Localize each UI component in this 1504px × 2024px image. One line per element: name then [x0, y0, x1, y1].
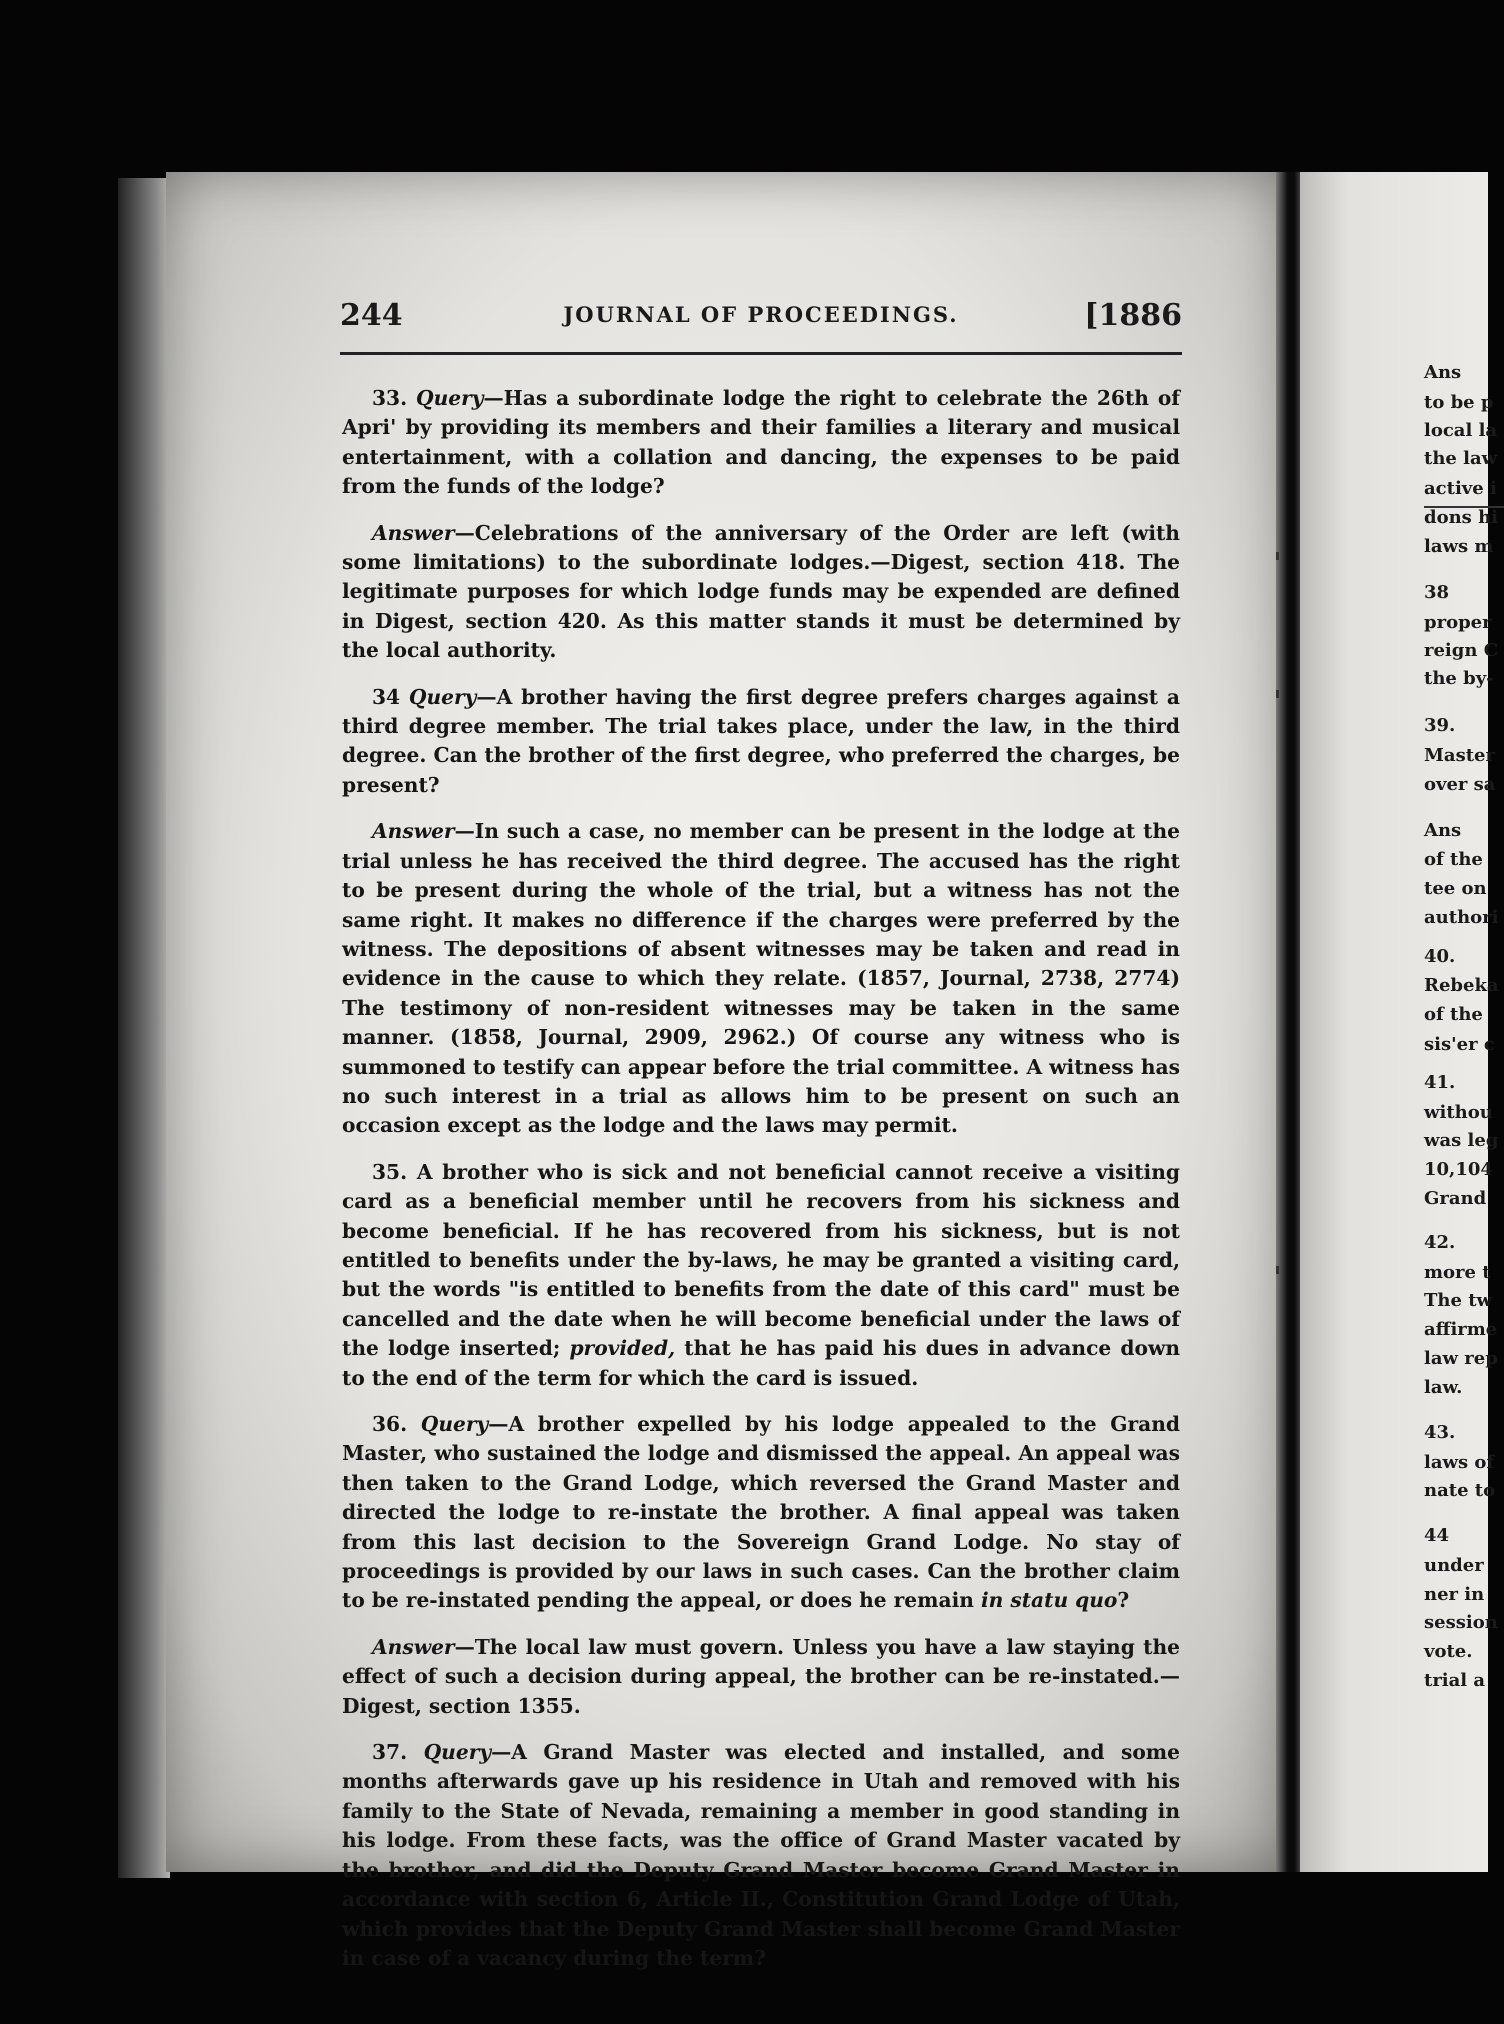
adjacent-page-text: 10,104 [1424, 1159, 1493, 1180]
adjacent-page-text: of the [1424, 849, 1483, 870]
adjacent-page-text: more t [1424, 1262, 1491, 1283]
adjacent-page-text: proper [1424, 612, 1492, 633]
adjacent-page-text: Ans [1424, 362, 1462, 383]
adjacent-page-text: Grand [1424, 1188, 1487, 1209]
query-label: Query [416, 386, 484, 410]
paragraph-33-query [342, 384, 1180, 502]
paragraph-34-query [342, 683, 1180, 801]
adjacent-page-text: nate to [1424, 1480, 1496, 1501]
page-header [340, 298, 1182, 348]
header-rule [340, 352, 1182, 355]
adjacent-page-text: 39. [1424, 715, 1456, 736]
paragraph-text: A brother who is sick and not beneficial cannot receive a visiting card as a beneficial member until he recovers from his sickness and become beneficial. If he has recovered from his sickness, but is not entitled to benefits under the by-laws, he may be granted a visiting card, but the words "is entitled to benefits from the date of this card" must be cancelled and the date when he will become beneficial under the laws of the lodge inserted; [342, 1159, 1180, 1361]
adjacent-page-text: ner in [1424, 1584, 1485, 1605]
adjacent-page-text: 41. [1424, 1072, 1456, 1093]
item-number: 36. [372, 1412, 408, 1436]
answer-label: Answer [372, 520, 455, 545]
answer-label: Answer [372, 819, 455, 844]
book-edge [118, 178, 170, 1878]
item-number: 33. [372, 386, 408, 410]
adjacent-page-text: of the [1424, 1004, 1483, 1025]
item-number: 35. [372, 1159, 408, 1184]
paragraph-text: ? [1117, 1588, 1130, 1613]
adjacent-page-text: 42. [1424, 1232, 1456, 1253]
adjacent-page-text: 40. [1424, 946, 1456, 967]
paragraph-36-answer [342, 1633, 1180, 1721]
adjacent-page-text: sis'er c [1424, 1034, 1495, 1055]
adjacent-page-text: dons hi [1424, 507, 1499, 528]
paragraph-35 [342, 1158, 1180, 1393]
adjacent-page-text: tee on [1424, 878, 1487, 899]
adjacent-page-text: law. [1424, 1377, 1463, 1398]
paragraph-text: that he has paid his dues in advance down to the end of the term for which the card is issued. [342, 1336, 1181, 1390]
paragraph-34-answer [342, 817, 1180, 1140]
adjacent-page-text: 44 [1424, 1525, 1450, 1546]
adjacent-page-text: laws m [1424, 536, 1494, 557]
adjacent-page-text: law rep [1424, 1348, 1498, 1369]
adjacent-page-text: under [1424, 1555, 1484, 1576]
adjacent-page-text: 43. [1424, 1422, 1456, 1443]
adjacent-page-text: authori [1424, 907, 1499, 928]
adjacent-page-text: withou [1424, 1102, 1493, 1123]
paragraph-text: —Has a subordinate lodge the right to celebrate the 26th of Apri' by providing its members and their families a literary and musical entertainment, with a collation and dancing, the expenses to be paid from the funds of the lodge? [342, 386, 1180, 499]
header-year: [1886 [1084, 298, 1182, 333]
adjacent-page-text: Rebeka [1424, 975, 1499, 996]
paragraph-37-query [342, 1738, 1180, 1973]
adjacent-page-text: active i [1424, 478, 1497, 499]
query-label: Query [423, 1740, 492, 1765]
gutter-mark [1276, 690, 1279, 698]
page-body [342, 384, 1180, 1990]
adjacent-page-text: over sa [1424, 774, 1496, 795]
answer-label: Answer [372, 1634, 455, 1659]
gutter-mark [1276, 1266, 1279, 1274]
paragraph-text: —A brother expelled by his lodge appealed to the Grand Master, who sustained the lodge and dismissed the appeal. An appeal was then taken to the Grand Lodge, which reversed the Grand Master and directed the lodge to re-instate the brother. A final appeal was taken from this last decision to the Sovereign Grand Lodge. No stay of proceedings is provided by our laws in such cases. Can the brother claim to be re-instated pending the appeal, or does he remain [342, 1412, 1180, 1613]
adjacent-page-text: to be p [1424, 392, 1494, 413]
page-gutter [1276, 172, 1302, 1872]
query-label: Query [420, 1412, 489, 1436]
adjacent-page-text: was leg [1424, 1130, 1499, 1151]
italic-term: provided, [569, 1336, 676, 1361]
adjacent-page-text: reign C [1424, 640, 1499, 661]
adjacent-page-text: Ans [1424, 820, 1462, 841]
adjacent-page-text: The tw [1424, 1290, 1493, 1311]
adjacent-page [1300, 172, 1499, 1872]
adjacent-page-text: affirme [1424, 1319, 1498, 1340]
gutter-mark [1276, 552, 1279, 560]
item-number: 34 [372, 684, 401, 709]
running-title: JOURNAL OF PROCEEDINGS. [563, 302, 959, 327]
paragraph-text: —A Grand Master was elected and installed, and some months afterwards gave up his residence in Utah and removed with his family to the State of Nevada, remaining a member in good standing in his lodge. From these facts, was the office of Grand Master vacated by the brother, and did the Deputy Grand Master become Grand Master in accordance with section 6, Article II., Constitution Grand Lodge of Utah, which provides that the Deputy Grand Master shall become Grand Master in case of a vacancy during the term? [342, 1740, 1180, 1970]
italic-term: in statu quo [980, 1588, 1118, 1613]
adjacent-page-text: the law [1424, 448, 1498, 469]
paragraph-text: —A brother having the first degree prefers charges against a third degree member. The trial takes place, under the law, in the third degree. Can the brother of the first degree, who preferred the charges, be present? [342, 684, 1181, 797]
adjacent-page-text: Master [1424, 745, 1495, 766]
adjacent-page-text: trial a [1424, 1670, 1486, 1691]
adjacent-page-text: session [1424, 1612, 1498, 1633]
adjacent-page-text: laws of [1424, 1452, 1495, 1473]
paragraph-text: —Celebrations of the anniversary of the Order are left (with some limitations) to the subordinate lodges.—Digest, section 418. The legitimate purposes for which lodge funds may be expended are defined in Digest, section 420. As this matter stands it must be determined by the local authority. [342, 520, 1180, 663]
page-number: 244 [340, 298, 403, 333]
adjacent-page-text: local la [1424, 420, 1498, 441]
item-number: 37. [372, 1740, 408, 1765]
paragraph-36-query [342, 1410, 1180, 1616]
paragraph-text: —The local law must govern. Unless you have a law staying the effect of such a decision during appeal, the brother can be re-instated.—Digest, section 1355. [342, 1634, 1180, 1718]
adjacent-page-text: vote. [1424, 1641, 1473, 1662]
paragraph-33-answer [342, 519, 1180, 666]
paragraph-text: —In such a case, no member can be present in the lodge at the trial unless he has received the third degree. The accused has the right to be present during the whole of the trial, but a witness has not the same right. It makes no difference if the charges were preferred by the witness. The depositions of absent witnesses may be taken and read in evidence in the cause to which they relate. (1857, Journal, 2738, 2774) The testimony of non-resident witnesses may be taken in the same manner. (1858, Journal, 2909, 2962.) Of course any witness who is summoned to testify can appear before the trial committee. A witness has no such interest in a trial as allows him to be present on such an occasion except as the lodge and the laws may permit. [342, 819, 1180, 1138]
query-label: Query [408, 684, 477, 709]
adjacent-page-text: 38 [1424, 582, 1450, 603]
adjacent-page-text: the by- [1424, 668, 1494, 689]
